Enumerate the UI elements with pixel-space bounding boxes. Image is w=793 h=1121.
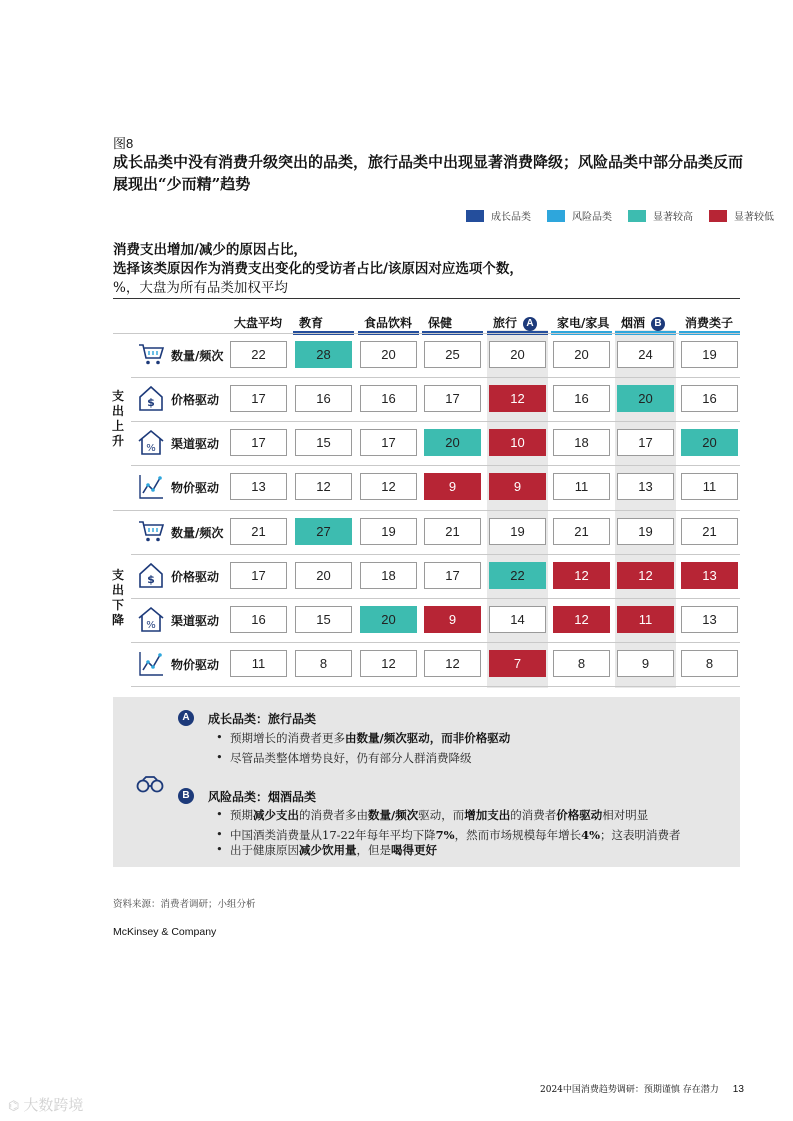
table-cell: 12	[424, 650, 481, 677]
figure-title: 成长品类中没有消费升级突出的品类，旅行品类中出现显著消费降级；风险品类中部分品类反而展现出“少而精”趋势	[113, 153, 744, 193]
table-cell: 17	[230, 385, 287, 412]
column-header	[493, 314, 537, 331]
table-cell: 11	[230, 650, 287, 677]
column-badge: B	[651, 317, 665, 331]
subtitle-line-3: %，大盘为所有品类加权平均	[113, 280, 288, 296]
price-tag-icon	[136, 560, 166, 590]
note-b-b2-b2: 4%	[581, 828, 601, 842]
column-header-label: 大盘平均	[234, 316, 283, 330]
note-b-b1-p4: 的消费者	[510, 808, 557, 822]
table-cell: 17	[617, 429, 674, 456]
group-label: 支出上升	[111, 389, 124, 448]
column-header	[557, 314, 609, 331]
watermark-logo-icon: ⌬	[8, 1098, 20, 1113]
table-cell: 19	[360, 518, 417, 545]
table-cell: 20	[617, 385, 674, 412]
discount-house-icon	[136, 604, 166, 634]
top-rule	[113, 298, 740, 299]
note-b-bullet-1	[230, 807, 648, 823]
note-a-heading: 成长品类：旅行品类	[208, 712, 317, 726]
shopping-cart-icon	[136, 516, 166, 546]
table-cell: 11	[681, 473, 738, 500]
table-cell: 21	[424, 518, 481, 545]
table-cell: 19	[681, 341, 738, 368]
table-cell: 17	[230, 429, 287, 456]
table-cell: 18	[553, 429, 610, 456]
table-cell: 16	[553, 385, 610, 412]
highlighted-column-bg	[487, 330, 548, 688]
table-cell: 13	[681, 606, 738, 633]
table-cell: 8	[553, 650, 610, 677]
table-cell: 8	[295, 650, 352, 677]
highlighted-column-bg	[615, 330, 676, 688]
table-cell: 13	[617, 473, 674, 500]
table-cell: 15	[295, 429, 352, 456]
column-header-label: 保健	[428, 316, 453, 330]
note-b-b1-p2: 的消费者多由	[299, 808, 368, 822]
note-b-b2-b1: 7%	[435, 828, 455, 842]
note-b-bullet-2	[230, 827, 681, 843]
table-cell: 9	[617, 650, 674, 677]
legend	[466, 208, 774, 223]
table-cell: 10	[489, 429, 546, 456]
row-label: 物价驱动	[171, 658, 220, 672]
row-label: 渠道驱动	[171, 614, 220, 628]
table-cell: 12	[553, 562, 610, 589]
legend-swatch	[547, 210, 565, 222]
table-cell: 17	[424, 385, 481, 412]
page-number: 13	[732, 1084, 744, 1095]
column-header	[299, 314, 323, 331]
table-cell: 12	[617, 562, 674, 589]
legend-item	[547, 208, 612, 223]
table-cell: 17	[360, 429, 417, 456]
note-b-b1-b3: 增加支出	[464, 808, 511, 822]
table-cell: 16	[295, 385, 352, 412]
row-separator	[131, 642, 740, 643]
note-b-b1-b4: 价格驱动	[556, 808, 603, 822]
legend-label: 显著较高	[653, 212, 693, 223]
table-cell: 12	[553, 606, 610, 633]
table-cell: 22	[489, 562, 546, 589]
footer-title: 2024中国消费趋势调研：预期谨慎 存在潜力	[540, 1085, 719, 1095]
inflation-chart-icon	[136, 471, 166, 501]
row-separator	[131, 554, 740, 555]
group-label: 支出下降	[111, 568, 124, 627]
table-cell: 8	[681, 650, 738, 677]
note-b-b1-b2: 数量/频次	[368, 808, 419, 822]
table-cell: 16	[681, 385, 738, 412]
table-cell: 22	[230, 341, 287, 368]
table-cell: 9	[489, 473, 546, 500]
table-bottom-rule	[131, 686, 740, 687]
row-label: 物价驱动	[171, 481, 220, 495]
row-label: 价格驱动	[171, 393, 220, 407]
legend-swatch	[628, 210, 646, 222]
note-b-b2-p4: 出于健康原因	[230, 843, 299, 857]
note-a-bullet-2: • 尽管品类整体增势良好，仍有部分人群消费降级	[230, 750, 472, 766]
note-b-b1-p5: 相对明显	[602, 808, 649, 822]
note-a-bullet-1	[230, 730, 510, 746]
note-b-b2-p3: ；这表明消费者	[600, 828, 681, 842]
table-cell: 9	[424, 606, 481, 633]
column-header	[621, 314, 665, 331]
table-cell: 20	[360, 606, 417, 633]
legend-item	[466, 208, 531, 223]
note-b-bullet-2-cont	[230, 842, 437, 858]
legend-label: 显著较低	[734, 212, 774, 223]
note-b-b1-b1: 减少支出	[253, 808, 299, 822]
table-cell: 19	[489, 518, 546, 545]
legend-item	[628, 208, 693, 223]
table-cell: 16	[360, 385, 417, 412]
table-cell: 12	[360, 473, 417, 500]
table-cell: 12	[360, 650, 417, 677]
figure-label: 图8	[113, 136, 134, 151]
table-cell: 17	[424, 562, 481, 589]
legend-swatch	[709, 210, 727, 222]
note-b-b1-p1: 预期	[230, 808, 253, 822]
watermark	[8, 1094, 83, 1115]
svg-text:$: $	[147, 396, 155, 409]
shopping-cart-icon	[136, 339, 166, 369]
column-header	[234, 314, 282, 331]
price-tag-icon	[136, 383, 166, 413]
table-cell: 27	[295, 518, 352, 545]
source-note: 资料来源：消费者调研；小组分析	[113, 899, 256, 910]
table-cell: 20	[295, 562, 352, 589]
row-label: 数量/频次	[171, 526, 224, 540]
row-separator	[113, 333, 740, 334]
binoculars-icon	[135, 775, 165, 793]
row-separator	[131, 421, 740, 422]
note-a-b1-text: 预期增长的消费者更多	[230, 731, 345, 745]
note-b-heading: 风险品类：烟酒品类	[208, 790, 317, 804]
table-cell: 19	[617, 518, 674, 545]
table-cell: 20	[553, 341, 610, 368]
column-header-label: 烟酒	[621, 316, 646, 330]
row-separator	[131, 465, 740, 466]
note-b-b2-b4: 喝得更好	[391, 843, 437, 857]
table-cell: 17	[230, 562, 287, 589]
table-cell: 28	[295, 341, 352, 368]
table-cell: 20	[489, 341, 546, 368]
row-separator	[113, 510, 740, 511]
table-cell: 24	[617, 341, 674, 368]
table-cell: 21	[230, 518, 287, 545]
row-separator	[131, 598, 740, 599]
table-cell: 20	[360, 341, 417, 368]
note-a-badge: A	[178, 710, 194, 726]
table-cell: 18	[360, 562, 417, 589]
table-cell: 11	[617, 606, 674, 633]
table-cell: 25	[424, 341, 481, 368]
note-b-b2-p1: 中国酒类消费量从17-22年每年平均下降	[230, 828, 436, 842]
table-cell: 15	[295, 606, 352, 633]
legend-label: 风险品类	[572, 212, 612, 223]
note-b-b2-b3: 减少饮用量	[299, 843, 357, 857]
svg-text:$: $	[147, 573, 155, 586]
table-cell: 14	[489, 606, 546, 633]
subtitle-line-2: 选择该类原因作为消费支出变化的受访者占比/该原因对应选项个数，	[113, 261, 523, 277]
svg-text:%: %	[146, 443, 156, 454]
notes-box	[113, 697, 740, 867]
note-b-b2-p5: ，但是	[356, 843, 391, 857]
table-cell: 20	[424, 429, 481, 456]
note-b-b1-p3: 驱动，而	[418, 808, 465, 822]
brand-name: McKinsey & Company	[113, 926, 217, 938]
row-label: 渠道驱动	[171, 437, 220, 451]
watermark-text: 大数跨境	[23, 1097, 84, 1114]
row-separator	[131, 377, 740, 378]
table-cell: 21	[681, 518, 738, 545]
table-cell: 12	[295, 473, 352, 500]
table-cell: 9	[424, 473, 481, 500]
note-b-badge: B	[178, 788, 194, 804]
column-header	[685, 314, 733, 331]
column-header	[364, 314, 412, 331]
column-badge: A	[523, 317, 537, 331]
table-cell: 20	[681, 429, 738, 456]
row-label: 价格驱动	[171, 570, 220, 584]
column-header-label: 旅行	[493, 316, 518, 330]
table-cell: 16	[230, 606, 287, 633]
table-cell: 11	[553, 473, 610, 500]
legend-label: 成长品类	[491, 212, 531, 223]
subtitle-line-1: 消费支出增加/减少的原因占比，	[113, 242, 307, 258]
legend-item	[709, 208, 774, 223]
discount-house-icon	[136, 427, 166, 457]
page-footer	[540, 1082, 744, 1095]
inflation-chart-icon	[136, 648, 166, 678]
note-b-b2-p2: ，然而市场规模每年增长	[454, 828, 582, 842]
legend-swatch	[466, 210, 484, 222]
table-cell: 7	[489, 650, 546, 677]
note-a-b1-bold: 由数量/频次驱动，而非价格驱动	[345, 731, 511, 745]
table-cell: 12	[489, 385, 546, 412]
column-header-label: 消费类子	[685, 316, 734, 330]
column-header-label: 教育	[299, 316, 324, 330]
column-header-label: 食品饮料	[364, 316, 413, 330]
chart-subtitle	[113, 241, 523, 298]
svg-text:%: %	[146, 620, 156, 631]
column-header	[428, 314, 452, 331]
column-header-label: 家电/家具	[557, 316, 610, 330]
table-cell: 13	[230, 473, 287, 500]
table-cell: 21	[553, 518, 610, 545]
table-cell: 13	[681, 562, 738, 589]
row-label: 数量/频次	[171, 349, 224, 363]
